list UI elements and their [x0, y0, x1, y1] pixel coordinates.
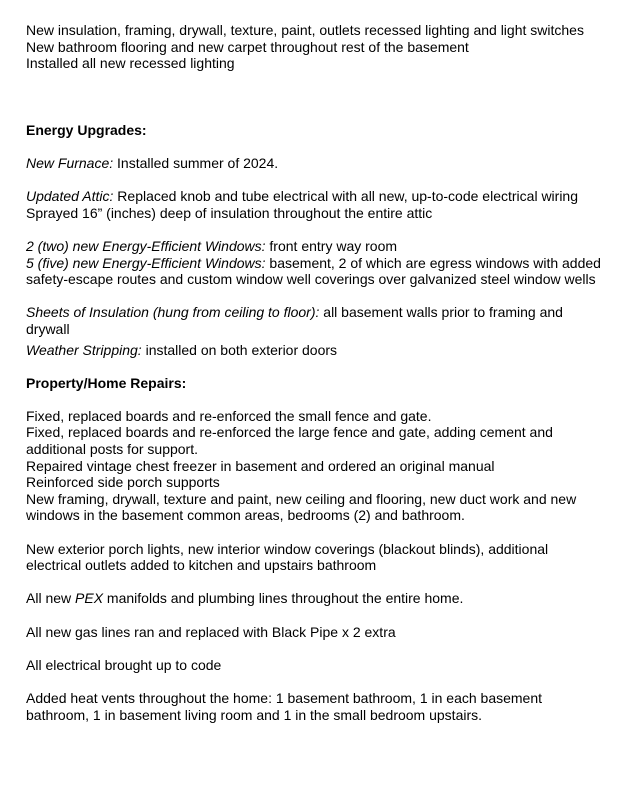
repair-line: Fixed, replaced boards and re-enforced the small fence and gate. [26, 407, 432, 424]
pex-term: PEX [75, 590, 104, 607]
intro-line: Installed all new recessed lighting [26, 55, 235, 72]
windows-five-paragraph [26, 255, 606, 288]
windows-five-text: basement, 2 of which are egress windows with added safety-escape routes and custom window well coverings over galvanized steel window wells [26, 254, 601, 288]
repair-line: New exterior porch lights, new interior window coverings (blackout blinds), additional electrical outlets added to kitchen and upstairs bathroom [26, 540, 549, 574]
intro-line: New bathroom flooring and new carpet throughout rest of the basement [26, 38, 469, 55]
furnace-label: New Furnace: [26, 154, 114, 171]
repair-line: Fixed, replaced boards and re-enforced the large fence and gate, adding cement and additional posts for support. [26, 424, 553, 458]
attic-text: Replaced knob and tube electrical with all new, up-to-code electrical wiring Sprayed 16” (inches) deep of insulation throughout the entire attic [26, 188, 579, 221]
property-repairs-heading: Property/Home Repairs: [26, 374, 187, 391]
attic-label: Updated Attic: [26, 188, 114, 205]
windows-five-label: 5 (five) new Energy-Efficient Windows: [26, 254, 266, 271]
insulation-text: all basement walls prior to framing and drywall [26, 304, 563, 337]
weather-stripping-text: installed on both exterior doors [141, 341, 338, 358]
intro-line: New insulation, framing, drywall, texture, paint, outlets recessed lighting and light switches [26, 22, 584, 38]
furnace-text: Installed summer of 2024. [113, 154, 279, 171]
gas-lines-paragraph: All new gas lines ran and replaced with Black Pipe x 2 extra [26, 623, 396, 640]
furnace-paragraph [26, 155, 606, 172]
pex-paragraph [26, 590, 606, 607]
repair-line: Reinforced side porch supports [26, 474, 220, 491]
windows-two-text: front entry way room [265, 237, 398, 254]
repair-line: New framing, drywall, texture and paint, new ceiling and flooring, new duct work and new windows in the basement common areas, bedrooms (2) and bathroom. [26, 490, 577, 524]
energy-upgrades-heading: Energy Upgrades: [26, 121, 147, 138]
attic-paragraph [26, 188, 606, 221]
electrical-paragraph: All electrical brought up to code [26, 656, 222, 673]
heat-vents-paragraph: Added heat vents throughout the home: 1 basement bathroom, 1 in each basement bathroom, 1 in basement living room and 1 in the small bedroom upstairs. [26, 689, 543, 723]
document-body [26, 22, 606, 723]
windows-two-paragraph [26, 238, 606, 255]
weather-stripping-label: Weather Stripping: [26, 341, 142, 358]
pex-suffix: manifolds and plumbing lines throughout the entire home. [103, 590, 464, 607]
pex-prefix: All new [26, 590, 76, 607]
windows-two-label: 2 (two) new Energy-Efficient Windows: [26, 237, 266, 254]
insulation-paragraph [26, 304, 606, 337]
insulation-label: Sheets of Insulation (hung from ceiling to floor): [26, 304, 320, 321]
repair-line: Repaired vintage chest freezer in basement and ordered an original manual [26, 457, 495, 474]
weather-stripping-paragraph [26, 342, 606, 359]
